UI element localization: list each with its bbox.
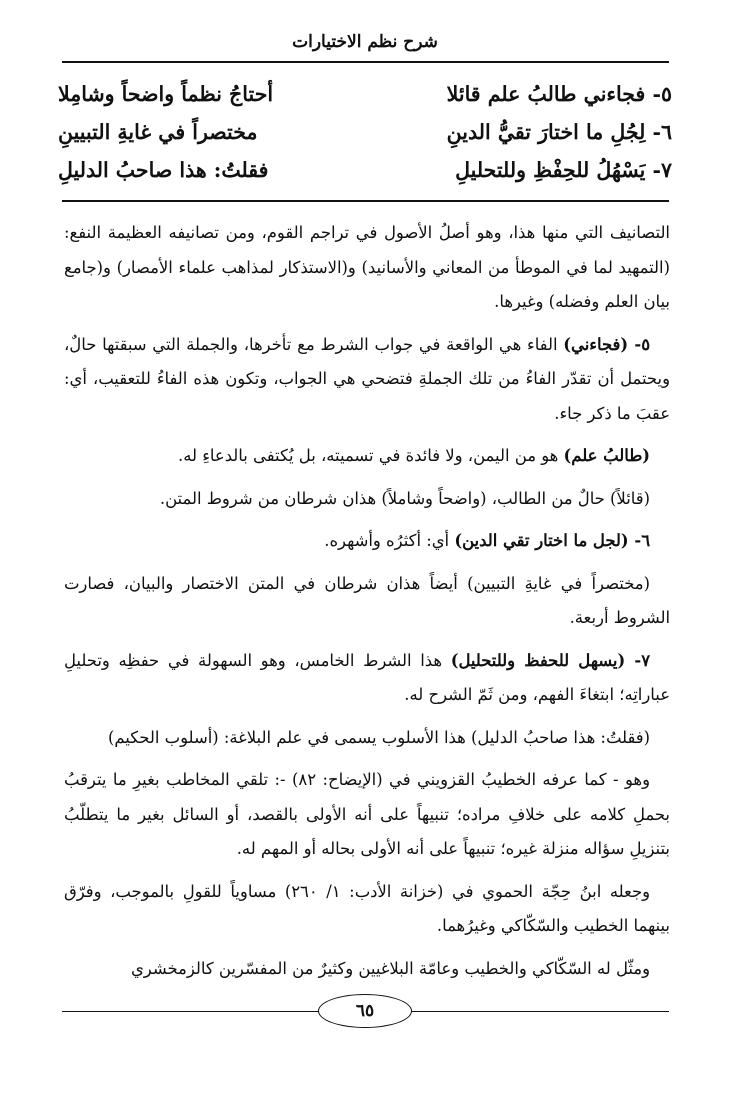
poem-verse <box>58 158 672 196</box>
paragraph: وهو - كما عرفه الخطيبُ القزويني في (الإيضاح: ٨٢) -: تلقي المخاطب بغيرِ ما يترقبُ بحملِ كلامه على خلافِ مراده؛ تنبيهاً على أنه الأولى بالقصد، أو السائل بغير ما يتطلّبُ بتنزيلِ سؤاله منزلة غيره؛ تنبيهاً على أنه الأولى بحاله أو المهم له. <box>64 770 670 858</box>
paragraph <box>64 439 670 474</box>
paragraph <box>64 328 670 432</box>
paragraph <box>64 644 670 713</box>
paragraph-text: هو من اليمن، ولا فائدة في تسميته، بل يُكتفى بالدعاءِ له. <box>178 446 564 465</box>
header-divider <box>62 61 669 63</box>
running-header-title: شرح نظم الاختيارات <box>292 32 438 52</box>
paragraph-text: هذا الشرط الخامس، وهو السهولة في حفظِه وتحليلِ عباراتِه؛ ابتغاءَ الفهم، ومن ثَمّ الشرح له. <box>64 650 670 704</box>
verse-first-hemistich: ٥- فجاءني طالبُ علم قائلا <box>446 82 672 106</box>
poem-verse <box>58 82 672 120</box>
paragraph-text: الفاء هي الواقعة في جواب الشرط مع تأخرها، والجملة التي سبقتها حالٌ، ويحتمل أن تقدّر الفاءُ من تلك الجملةِ فتضحي هي الجواب، وتكون هذه الفاءُ للتعقيب، أي: عقبَ ما ذكر جاء. <box>64 334 670 423</box>
paragraph <box>64 524 670 559</box>
paragraph: وجعله ابنُ حِجّة الحموي في (خزانة الأدب: ١/ ٢٦٠) مساوياً للقولِ بالموجب، وفرّق بينهما الخطيب والسّكّاكي وغيرُهما. <box>64 881 670 935</box>
poem-block <box>58 82 672 196</box>
page-footer <box>62 992 669 1032</box>
paragraph: (مختصراً في غايةِ التبيين) أيضاً هذان شرطان في المتن الاختصار والبيان، فصارت الشروط أربعة. <box>64 573 670 627</box>
poem-divider <box>62 200 669 202</box>
verse-first-hemistich: ٦- لِجُلِ ما اختارَ تقيُّ الدينِ <box>446 120 672 144</box>
verse-second-hemistich: أحتاجُ نظماً واضحاً وشامِلا <box>58 82 274 106</box>
verse-second-hemistich: مختصراً في غايةِ التبيينِ <box>58 120 258 144</box>
verse-reference: ٥- (فجاءني) <box>563 334 650 354</box>
page-number: ٦٥ <box>318 994 412 1028</box>
commentary-body <box>64 216 670 986</box>
paragraph: التصانيف التي منها هذا، وهو أصلُ الأصول في تراجم القوم، ومن تصانيفه العظيمة النفع: (التمهيد لما في الموطأ من المعاني والأسانيد) و(الاستذكار لمذاهب علماء الأمصار) و(جامع بيان العلم وفضله) وغيرها. <box>64 223 670 311</box>
verse-second-hemistich: فقلتُ: هذا صاحبُ الدليلِ <box>58 158 269 182</box>
verse-reference: ٦- (لجل ما اختار تقي الدين) <box>454 531 650 550</box>
verse-first-hemistich: ٧- يَسْهُلُ للحِفْظِ وللتحليلِ <box>455 158 672 182</box>
paragraph: (فقلتُ: هذا صاحبُ الدليل) هذا الأسلوب يسمى في علم البلاغة: (أسلوب الحكيم) <box>108 727 650 747</box>
verse-reference: (طالبُ علم) <box>563 446 650 465</box>
poem-verse <box>58 120 672 158</box>
paragraph-text: أي: أكثرُه وأشهره. <box>324 531 455 550</box>
paragraph: ومثّل له السّكّاكي والخطيب وعامّة البلاغيين وكثيرٌ من المفسّرين كالزمخشري <box>130 958 650 978</box>
paragraph: (قائلاً) حالٌ من الطالب، (واضحاً وشاملاً) هذان شرطان من شروط المتن. <box>159 488 650 508</box>
verse-reference: ٧- (يسهل للحفظ وللتحليل) <box>450 650 650 670</box>
